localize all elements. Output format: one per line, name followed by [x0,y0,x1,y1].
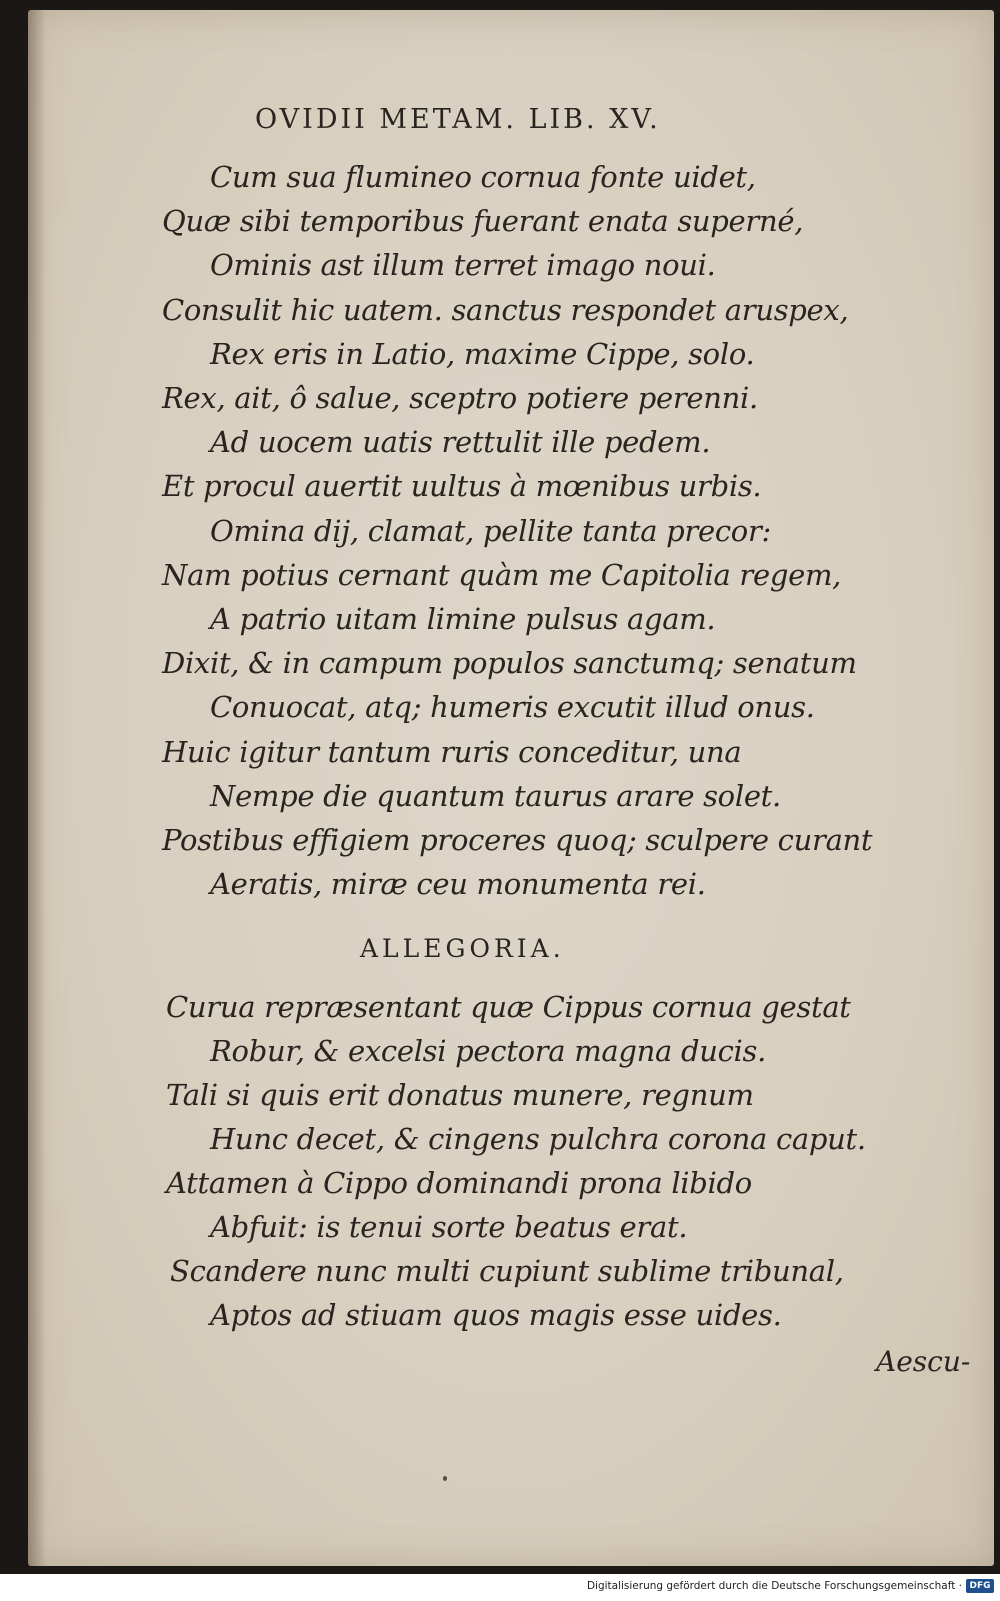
verse-line: Abfuit: is tenui sorte beatus erat. [210,1210,688,1244]
verse-line: Nempe die quantum taurus arare solet. [210,779,781,813]
verse-line: Rex, ait, ô salue, sceptro potiere perenni. [162,381,758,415]
verse-line: Ominis ast illum terret imago noui. [210,248,716,282]
verse-line: Rex eris in Latio, maxime Cippe, solo. [210,337,755,371]
verse-line: Scandere nunc multi cupiunt sublime tribunal, [170,1254,844,1288]
running-head: OVIDII METAM. LIB. XV. [255,104,661,135]
verse-line: Conuocat, atq; humeris excutit illud onus. [210,690,815,724]
verse-line: Postibus effigiem proceres quoq; sculpere curant [162,823,873,857]
verse-line: Nam potius cernant quàm me Capitolia regem, [162,558,842,592]
verse-line: Curua repræsentant quæ Cippus cornua gestat [166,990,851,1024]
verse-line: Huic igitur tantum ruris conceditur, una [162,735,742,769]
verse-line: Quæ sibi temporibus fuerant enata superné, [162,204,804,238]
funding-credit: Digitalisierung gefördert durch die Deutsche Forschungsgemeinschaft · [586,1580,962,1592]
verse-line: Attamen à Cippo dominandi prona libido [166,1166,752,1200]
verse-line: Ad uocem uatis rettulit ille pedem. [210,425,711,459]
verse-line: Consulit hic uatem. sanctus respondet aruspex, [162,293,849,327]
verse-line: Aeratis, miræ ceu monumenta rei. [210,867,706,901]
verse-line: Hunc decet, & cingens pulchra corona caput. [210,1122,866,1156]
footer-bar [0,1574,1000,1601]
verse-line: Tali si quis erit donatus munere, regnum [166,1078,754,1112]
verse-line: Dixit, & in campum populos sanctumq; senatum [162,646,857,680]
verse-line: Et procul auertit uultus à mœnibus urbis. [162,469,762,503]
verse-line: Robur, & excelsi pectora magna ducis. [210,1034,767,1068]
ink-speck [443,1476,447,1481]
verse-line: Omina dij, clamat, pellite tanta precor: [210,514,771,548]
section-heading: ALLEGORIA. [360,934,565,963]
dfg-logo: DFG [966,1579,994,1593]
gutter-shadow [28,10,46,1566]
verse-line: Cum sua flumineo cornua fonte uidet, [210,160,756,194]
verse-line: A patrio uitam limine pulsus agam. [210,602,716,636]
catchword: Aescu- [876,1345,971,1378]
verse-line: Aptos ad stiuam quos magis esse uides. [210,1298,782,1332]
